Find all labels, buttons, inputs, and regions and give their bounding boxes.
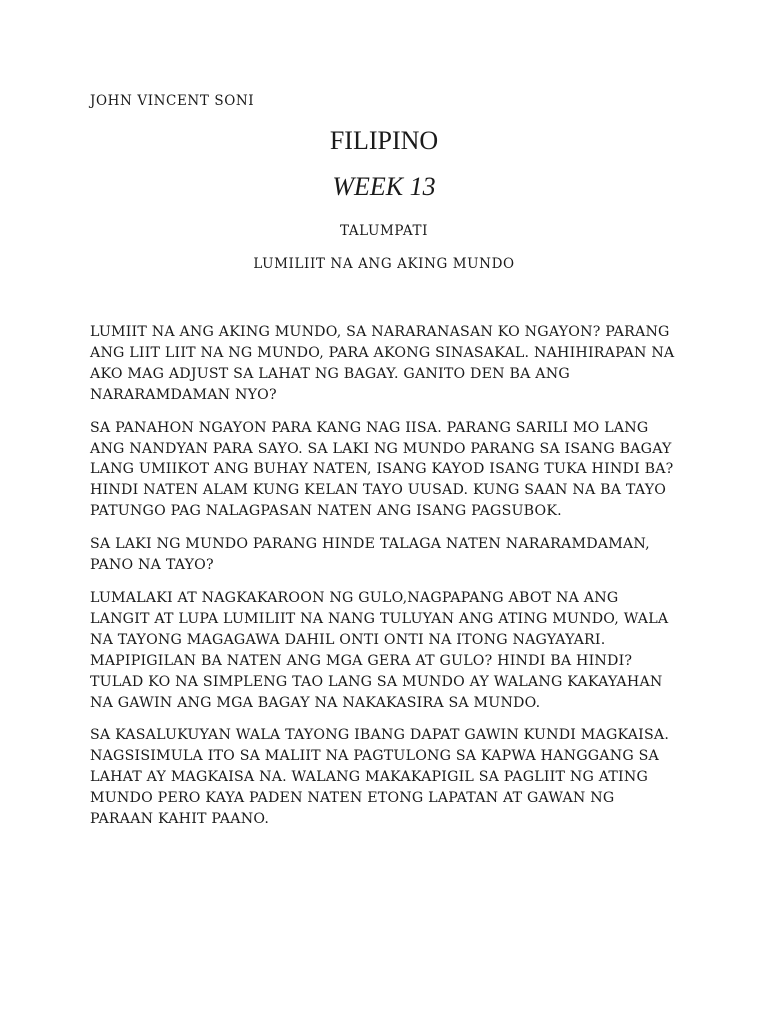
speech-body xyxy=(90,322,682,842)
paragraph: LUMIIT NA ANG AKING MUNDO, SA NARARANASAN KO NGAYON? PARANG ANG LIIT LIIT NA NG MUNDO, PARA AKONG SINASAKAL. NAHIHIRAPAN NA AKO MAG ADJUST SA LAHAT NG BAGAY. GANITO DEN BA ANG NARARAMDAMAN NYO? xyxy=(90,324,675,403)
week-heading: WEEK 13 xyxy=(332,172,436,201)
paragraph: SA PANAHON NGAYON PARA KANG NAG IISA. PARANG SARILI MO LANG ANG NANDYAN PARA SAYO. SA LAKI NG MUNDO PARANG SA ISANG BAGAY LANG UMIIKOT ANG BUHAY NATEN, ISANG KAYOD ISANG TUKA HINDI BA? HINDI NATEN ALAM KUNG KELAN TAYO UUSAD. KUNG SAAN NA BA TAYO PATUNGO PAG NALAGPASAN NATEN ANG ISANG PAGSUBOK. xyxy=(90,419,674,520)
genre-label: TALUMPATI xyxy=(339,223,429,239)
speech-title: LUMILIIT NA ANG AKING MUNDO xyxy=(253,256,515,272)
paragraph: SA LAKI NG MUNDO PARANG HINDE TALAGA NATEN NARARAMDAMAN, PANO NA TAYO? xyxy=(90,536,650,574)
subject-heading: FILIPINO xyxy=(329,126,439,155)
paragraph: LUMALAKI AT NAGKAKAROON NG GULO,NAGPAPANG ABOT NA ANG LANGIT AT LUPA LUMILIIT NA NANG TULUYAN ANG ATING MUNDO, WALA NA TAYONG MAGAGAWA DAHIL ONTI ONTI NA ITONG NAGYAYARI. MAPIPIGILAN BA NATEN ANG MGA GERA AT GULO? HINDI BA HINDI? TULAD KO NA SIMPLENG TAO LANG SA MUNDO AY WALANG KAKAYAHAN NA GAWIN ANG MGA BAGAY NA NAKAKASIRA SA MUNDO. xyxy=(90,589,669,711)
author-name: JOHN VINCENT SONI xyxy=(90,93,255,109)
paragraph: SA KASALUKUYAN WALA TAYONG IBANG DAPAT GAWIN KUNDI MAGKAISA. NAGSISIMULA ITO SA MALIIT NA PAGTULONG SA KAPWA HANGGANG SA LAHAT AY MAGKAISA NA. WALANG MAKAKAPIGIL SA PAGLIIT NG ATING MUNDO PERO KAYA PADEN NATEN ETONG LAPATAN AT GAWAN NG PARAAN KAHIT PAANO. xyxy=(90,727,670,828)
